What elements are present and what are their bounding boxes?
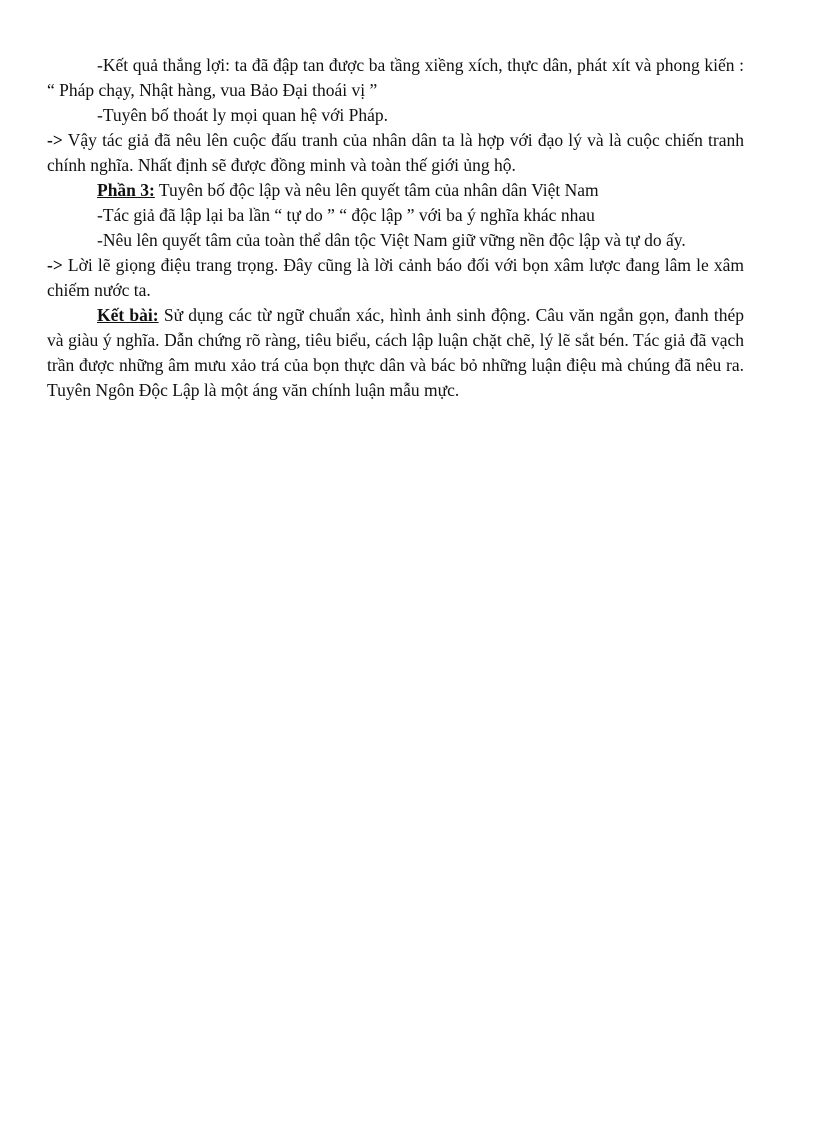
arrow-marker: ->	[47, 130, 63, 150]
section-heading-ket-bai: Kết bài:	[97, 305, 159, 325]
paragraph-conclusion-just-war	[47, 128, 744, 178]
paragraph-text: Vậy tác giả đã nêu lên cuộc đấu tranh của nhân dân ta là hợp với đạo lý và là cuộc chiến tranh chính nghĩa. Nhất định sẽ được đồng minh và toàn thế giới ủng hộ.	[47, 130, 744, 175]
arrow-marker: ->	[47, 255, 63, 275]
paragraph-declaration-break: -Tuyên bố thoát ly mọi quan hệ với Pháp.	[97, 105, 389, 125]
paragraph-text: Sử dụng các từ ngữ chuẩn xác, hình ảnh sinh động. Câu văn ngắn gọn, đanh thép và giàu ý nghĩa. Dẫn chứng rõ ràng, tiêu biểu, cách lập luận chặt chẽ, lý lẽ sắt bén. Tác giả đã vạch trần được những âm mưu xảo trá của bọn thực dân và bác bỏ những luận điệu mà chúng đã nêu ra. Tuyên Ngôn Độc Lập là một áng văn chính luận mẫu mực.	[47, 305, 745, 400]
paragraph-part-3	[47, 178, 744, 203]
document-page	[47, 53, 744, 403]
paragraph-text: Lời lẽ giọng điệu trang trọng. Đây cũng là lời cảnh báo đối với bọn xâm lược đang lâm le xâm chiếm nước ta.	[47, 255, 744, 300]
paragraph-determination: -Nêu lên quyết tâm của toàn thể dân tộc Việt Nam giữ vững nền độc lập và tự do ấy.	[97, 230, 686, 250]
section-heading-text: Tuyên bố độc lập và nêu lên quyết tâm của nhân dân Việt Nam	[154, 180, 599, 200]
paragraph-ket-bai	[47, 303, 744, 403]
section-heading-part-3: Phần 3:	[97, 180, 155, 200]
paragraph-victory-result: -Kết quả thắng lợi: ta đã đập tan được ba tầng xiềng xích, thực dân, phát xít và phong kiến : “ Pháp chạy, Nhật hàng, vua Bảo Đại thoái vị ”	[47, 55, 744, 100]
paragraph-repetition: -Tác giả đã lập lại ba lần “ tự do ” “ độc lập ” với ba ý nghĩa khác nhau	[97, 205, 595, 225]
paragraph-solemn-tone	[47, 253, 744, 303]
